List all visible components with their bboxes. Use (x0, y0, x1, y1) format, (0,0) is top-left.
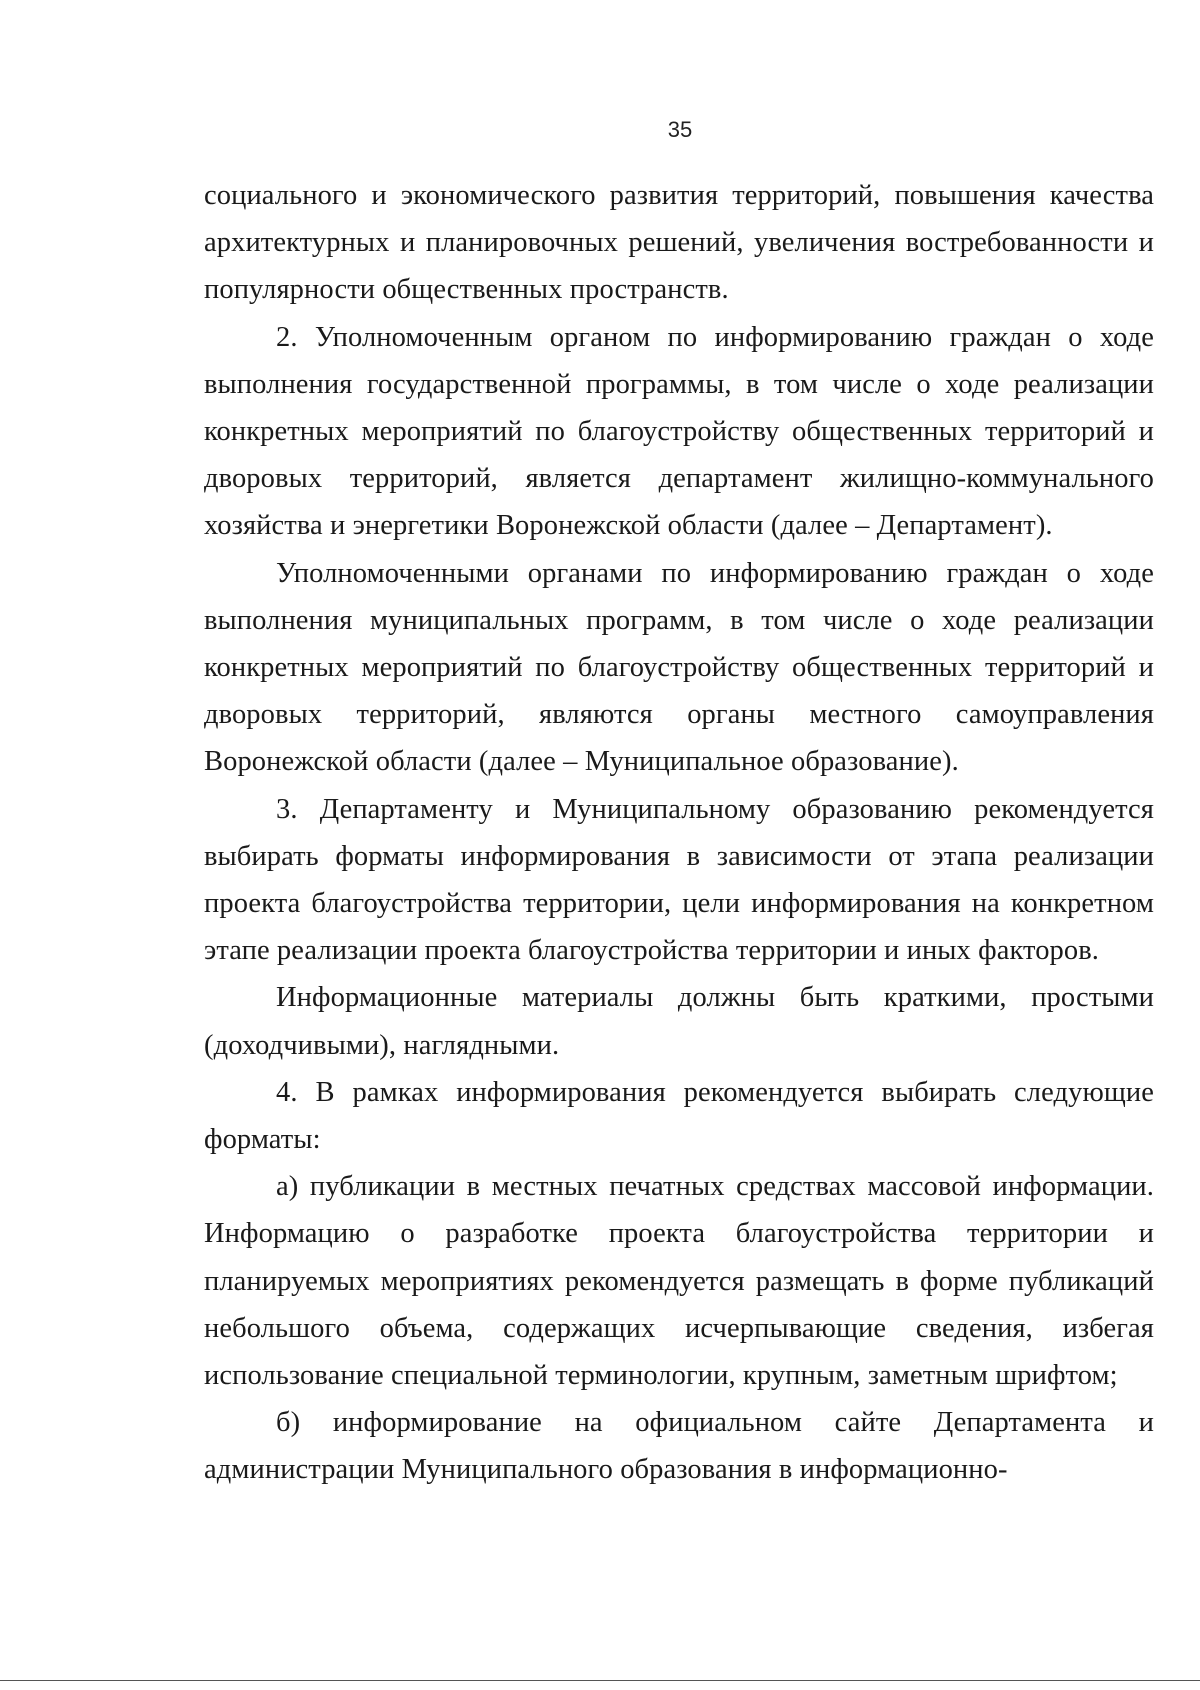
document-body (204, 172, 1154, 1494)
paragraph-item-4b: б) информирование на официальном сайте Департамента и администрации Муниципального образования в информационно- (204, 1407, 1154, 1486)
paragraph-item-3: 3. Департаменту и Муниципальному образованию рекомендуется выбирать форматы информирования в зависимости от этапа реализации проекта благоустройства территории, цели информирования на конкретном этапе реализации проекта благоустройства территории и иных факторов. (204, 793, 1154, 967)
paragraph-continuation: социального и экономического развития территорий, повышения качества архитектурных и планировочных решений, увеличения востребованности и популярности общественных пространств. (204, 180, 1154, 306)
paragraph-item-2: 2. Уполномоченным органом по информированию граждан о ходе выполнения государственной программы, в том числе о ходе реализации конкретных мероприятий по благоустройству общественных территорий и дворовых территорий, является департамент жилищно-коммунального хозяйства и энергетики Воронежской области (далее – Департамент). (204, 321, 1154, 542)
page-number: 35 (667, 117, 693, 142)
paragraph-municipal-authorities: Уполномоченными органами по информированию граждан о ходе выполнения муниципальных программ, в том числе о ходе реализации конкретных мероприятий по благоустройству общественных территорий и дворовых территорий, являются органы местного самоуправления Воронежской области (далее – Муниципальное образование). (204, 557, 1154, 778)
paragraph-information-materials: Информационные материалы должны быть краткими, простыми (доходчивыми), наглядными. (204, 982, 1154, 1061)
paragraph-item-4a: а) публикации в местных печатных средствах массовой информации. Информацию о разработке проекта благоустройства территории и планируемых мероприятиях рекомендуется размещать в форме публикаций небольшого объема, содержащих исчерпывающие сведения, избегая использование специальной терминологии, крупным, заметным шрифтом; (204, 1171, 1154, 1392)
paragraph-item-4: 4. В рамках информирования рекомендуется выбирать следующие форматы: (204, 1076, 1154, 1156)
bottom-rule (0, 1680, 1200, 1681)
